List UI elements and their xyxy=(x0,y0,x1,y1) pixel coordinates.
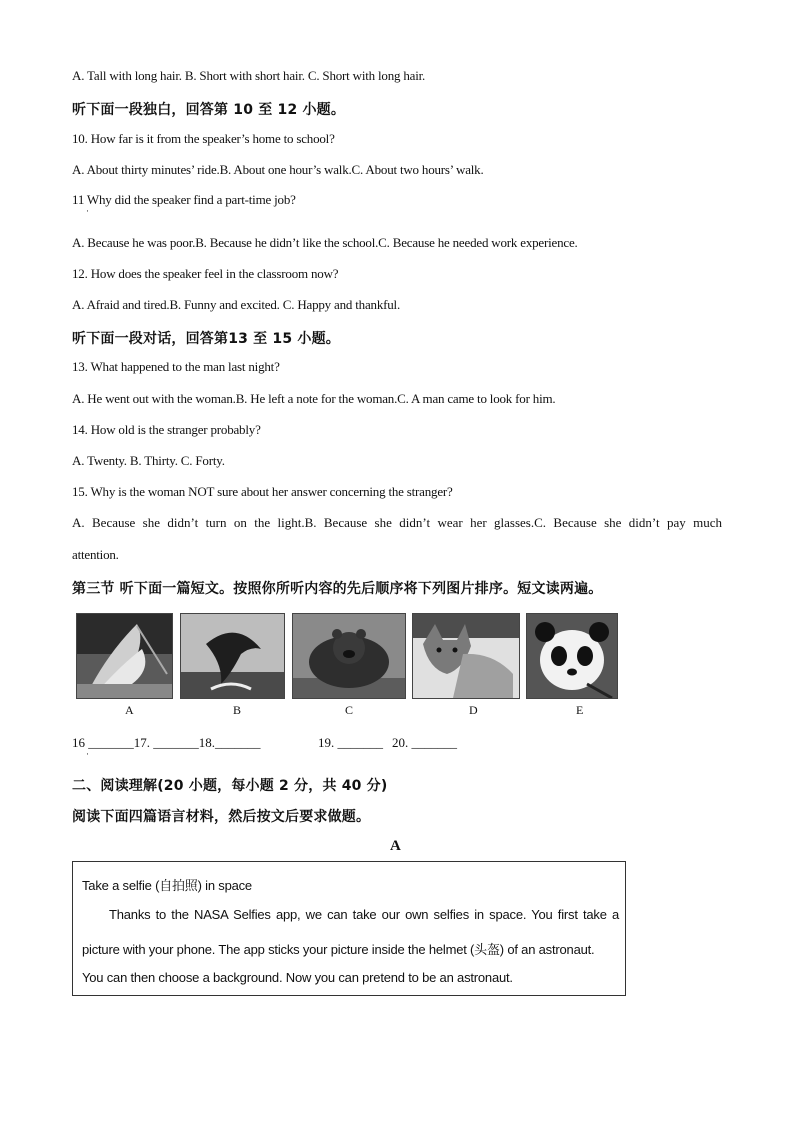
question-14: 14. How old is the stranger probably? xyxy=(72,422,261,437)
picture-label-b: B xyxy=(233,703,242,717)
question-12: 12. How does the speaker feel in the classroom now? xyxy=(72,266,339,281)
dolphin-photo xyxy=(180,613,285,699)
passage-title: Take a selfie (自拍照) in space xyxy=(82,878,252,893)
picture-label-d: D xyxy=(469,703,478,717)
question-15-options-line2: attention. xyxy=(72,547,119,562)
question-11-options: A. Because he was poor.B. Because he didn’t like the school.C. Because he needed work experience. xyxy=(72,235,578,250)
dot-mark: · xyxy=(86,206,89,216)
fox-photo xyxy=(412,613,520,699)
question-10: 10. How far is it from the speaker’s home to school? xyxy=(72,131,335,146)
passage-line-3: You can then choose a background. Now you can pretend to be an astronaut. xyxy=(82,970,513,985)
passage-box xyxy=(72,861,626,996)
question-12-options: A. Afraid and tired.B. Funny and excited. C. Happy and thankful. xyxy=(72,297,401,312)
question-13-options: A. He went out with the woman.B. He left a note for the woman.C. A man came to look for him. xyxy=(72,391,556,406)
question-10-options: A. About thirty minutes’ ride.B. About one hour’s walk.C. About two hours’ walk. xyxy=(72,162,484,177)
dot-mark: · xyxy=(86,749,89,759)
butterfly-photo xyxy=(76,613,173,699)
question-15: 15. Why is the woman NOT sure about her answer concerning the stranger? xyxy=(72,484,453,499)
part2-heading: 二、阅读理解(20 小题，每小题 2 分，共 40 分) xyxy=(72,778,388,794)
q9-options: A. Tall with long hair. B. Short with short hair. C. Short with long hair. xyxy=(72,68,426,83)
answer-blank-19: 19. _______ xyxy=(318,735,383,750)
question-13: 13. What happened to the man last night? xyxy=(72,359,280,374)
question-15-options-line1: A. Because she didn’t turn on the light.B. Because she didn’t wear her glasses.C. Because she didn’t pay much xyxy=(72,515,722,530)
passage-line-1: Thanks to the NASA Selfies app, we can take our own selfies in space. You first take a xyxy=(109,907,619,922)
section-heading-10-12: 听下面一段独白，回答第 10 至 12 小题。 xyxy=(72,102,346,118)
section-heading-13-15: 听下面一段对话，回答第13 至 15 小题。 xyxy=(72,331,340,347)
section3-heading: 第三节 听下面一篇短文。按照你所听内容的先后顺序将下列图片排序。短文读两遍。 xyxy=(72,581,603,597)
answer-blanks-16-18: 16 _______17. _______18._______ xyxy=(72,735,261,750)
answer-blank-20: 20. _______ xyxy=(392,735,457,750)
question-11: 11 Why did the speaker find a part-time job? xyxy=(72,192,296,207)
passage-line-2: picture with your phone. The app sticks your picture inside the helmet (头盔) of an astronaut. xyxy=(82,942,595,957)
picture-label-e: E xyxy=(576,703,584,717)
picture-label-c: C xyxy=(345,703,354,717)
question-14-options: A. Twenty. B. Thirty. C. Forty. xyxy=(72,453,225,468)
part2-instruction: 阅读下面四篇语言材料，然后按文后要求做题。 xyxy=(72,809,371,825)
bear-photo xyxy=(292,613,406,699)
panda-photo xyxy=(526,613,618,699)
passage-letter: A xyxy=(390,838,401,854)
picture-label-a: A xyxy=(125,703,134,717)
